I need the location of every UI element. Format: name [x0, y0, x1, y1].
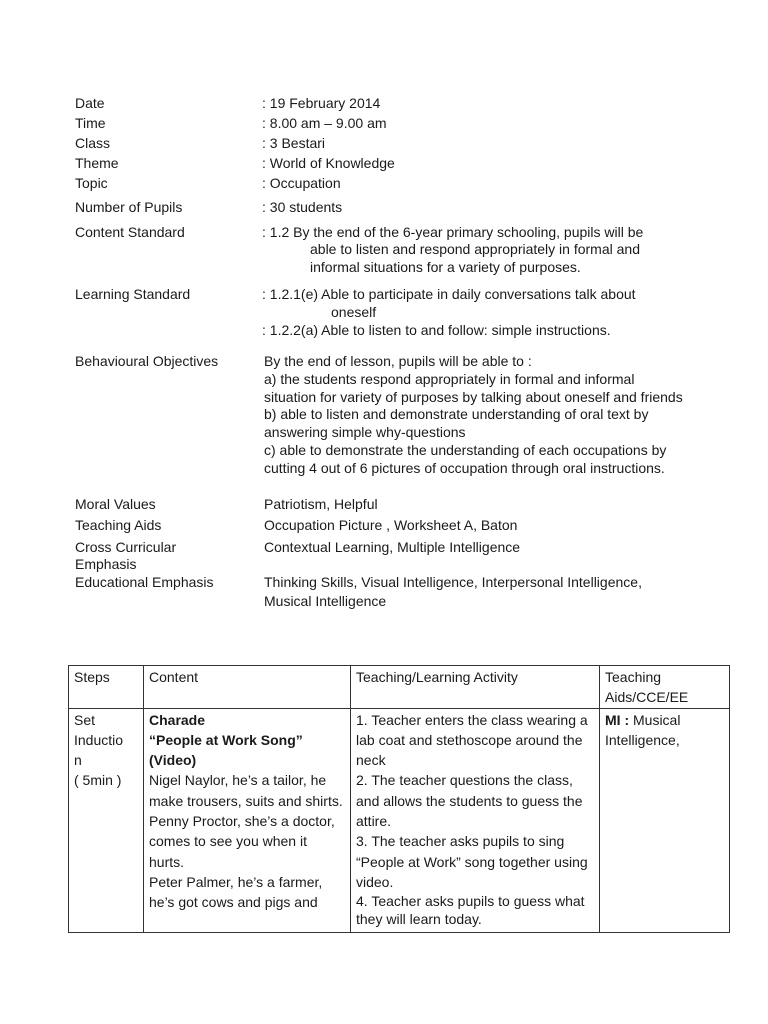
time-label: Time	[75, 115, 106, 131]
date-label: Date	[75, 95, 105, 111]
moral-values-label: Moral Values	[75, 496, 156, 512]
teaching-aids-label: Teaching Aids	[75, 517, 162, 533]
content-title: Charade	[149, 711, 206, 728]
objectives-line: cutting 4 out of 6 pictures of occupation through oral instructions.	[264, 460, 665, 476]
table-header-row	[69, 666, 730, 709]
objectives-label: Behavioural Objectives	[75, 353, 219, 369]
class-label: Class	[75, 135, 111, 151]
activity-step: 2. The teacher questions the class, and allows the students to guess the attire.	[356, 772, 583, 830]
date-value: : 19 February 2014	[262, 95, 381, 111]
learning-standard-label: Learning Standard	[75, 286, 191, 302]
activity-step: 4. Teacher asks pupils to guess what they will learn today.	[356, 893, 585, 928]
steps-line: Set	[74, 711, 96, 728]
moral-values-value: Patriotism, Helpful	[264, 496, 378, 512]
objectives-line: answering simple why-questions	[264, 424, 466, 440]
educational-emphasis-line1: Thinking Skills, Visual Intelligence, Interpersonal Intelligence,	[264, 574, 642, 590]
header-content: Content	[144, 666, 351, 709]
table-row	[69, 708, 730, 932]
pupils-value: : 30 students	[262, 199, 343, 215]
theme-value: : World of Knowledge	[262, 155, 395, 171]
content-standard-line1: : 1.2 By the end of the 6-year primary schooling, pupils will be	[262, 224, 644, 240]
learning-standard-line2: oneself	[331, 304, 377, 320]
cell-activity	[351, 708, 600, 932]
cross-curricular-value: Contextual Learning, Multiple Intelligence	[264, 539, 521, 555]
educational-emphasis-line2: Musical Intelligence	[264, 593, 387, 609]
objectives-line: situation for variety of purposes by talking about oneself and friends	[264, 389, 683, 405]
learning-standard-line3: : 1.2.2(a) Able to listen to and follow: simple instructions.	[262, 322, 611, 338]
lesson-steps-table	[68, 665, 730, 933]
steps-line: Inductio	[74, 731, 124, 748]
aids-mi-text: Musical Intelligence,	[605, 711, 681, 748]
learning-standard-line1: : 1.2.1(e) Able to participate in daily conversations talk about	[262, 286, 636, 302]
class-value: : 3 Bestari	[262, 135, 326, 151]
objectives-line: c) able to demonstrate the understanding of each occupations by	[264, 442, 667, 458]
objectives-line: a) the students respond appropriately in formal and informal	[264, 371, 635, 387]
objectives-line: b) able to listen and demonstrate understanding of oral text by	[264, 406, 649, 422]
header-aids: Teaching Aids/CCE/EE	[600, 666, 730, 709]
steps-line: n	[74, 752, 82, 769]
content-standard-label: Content Standard	[75, 224, 185, 240]
content-video-label: (Video)	[149, 752, 197, 769]
content-song-title: “People at Work Song”	[149, 731, 303, 748]
steps-line: ( 5min )	[74, 772, 122, 789]
content-verse: Nigel Naylor, he’s a tailor, he make trousers, suits and shirts.	[149, 772, 343, 809]
header-activity: Teaching/Learning Activity	[351, 666, 600, 709]
cross-curricular-label: Cross Curricular	[75, 539, 177, 555]
teaching-aids-value: Occupation Picture , Worksheet A, Baton	[264, 517, 518, 533]
content-verse: Peter Palmer, he’s a farmer, he’s got cows and pigs and	[149, 873, 323, 911]
activity-step: 1. Teacher enters the class wearing a lab coat and stethoscope around the neck	[356, 711, 588, 769]
time-value: : 8.00 am – 9.00 am	[262, 115, 387, 131]
cross-curricular-label-2: Emphasis	[75, 556, 137, 572]
theme-label: Theme	[75, 155, 119, 171]
cell-content	[144, 708, 351, 932]
content-standard-line2: able to listen and respond appropriately in formal and	[310, 241, 640, 257]
activity-step: 3. The teacher asks pupils to sing “People at Work” song together using video.	[356, 833, 588, 890]
pupils-label: Number of Pupils	[75, 199, 183, 215]
topic-label: Topic	[75, 175, 108, 191]
aids-mi-label: MI :	[605, 711, 630, 728]
content-verse: Penny Proctor, she’s a doctor, comes to see you when it hurts.	[149, 813, 335, 870]
header-steps: Steps	[69, 666, 144, 709]
topic-value: : Occupation	[262, 175, 341, 191]
cell-steps	[69, 708, 144, 932]
content-standard-line3: informal situations for a variety of purposes.	[310, 259, 581, 275]
cell-aids	[600, 708, 730, 932]
objectives-line: By the end of lesson, pupils will be able to :	[264, 353, 532, 369]
educational-emphasis-label: Educational Emphasis	[75, 574, 214, 590]
